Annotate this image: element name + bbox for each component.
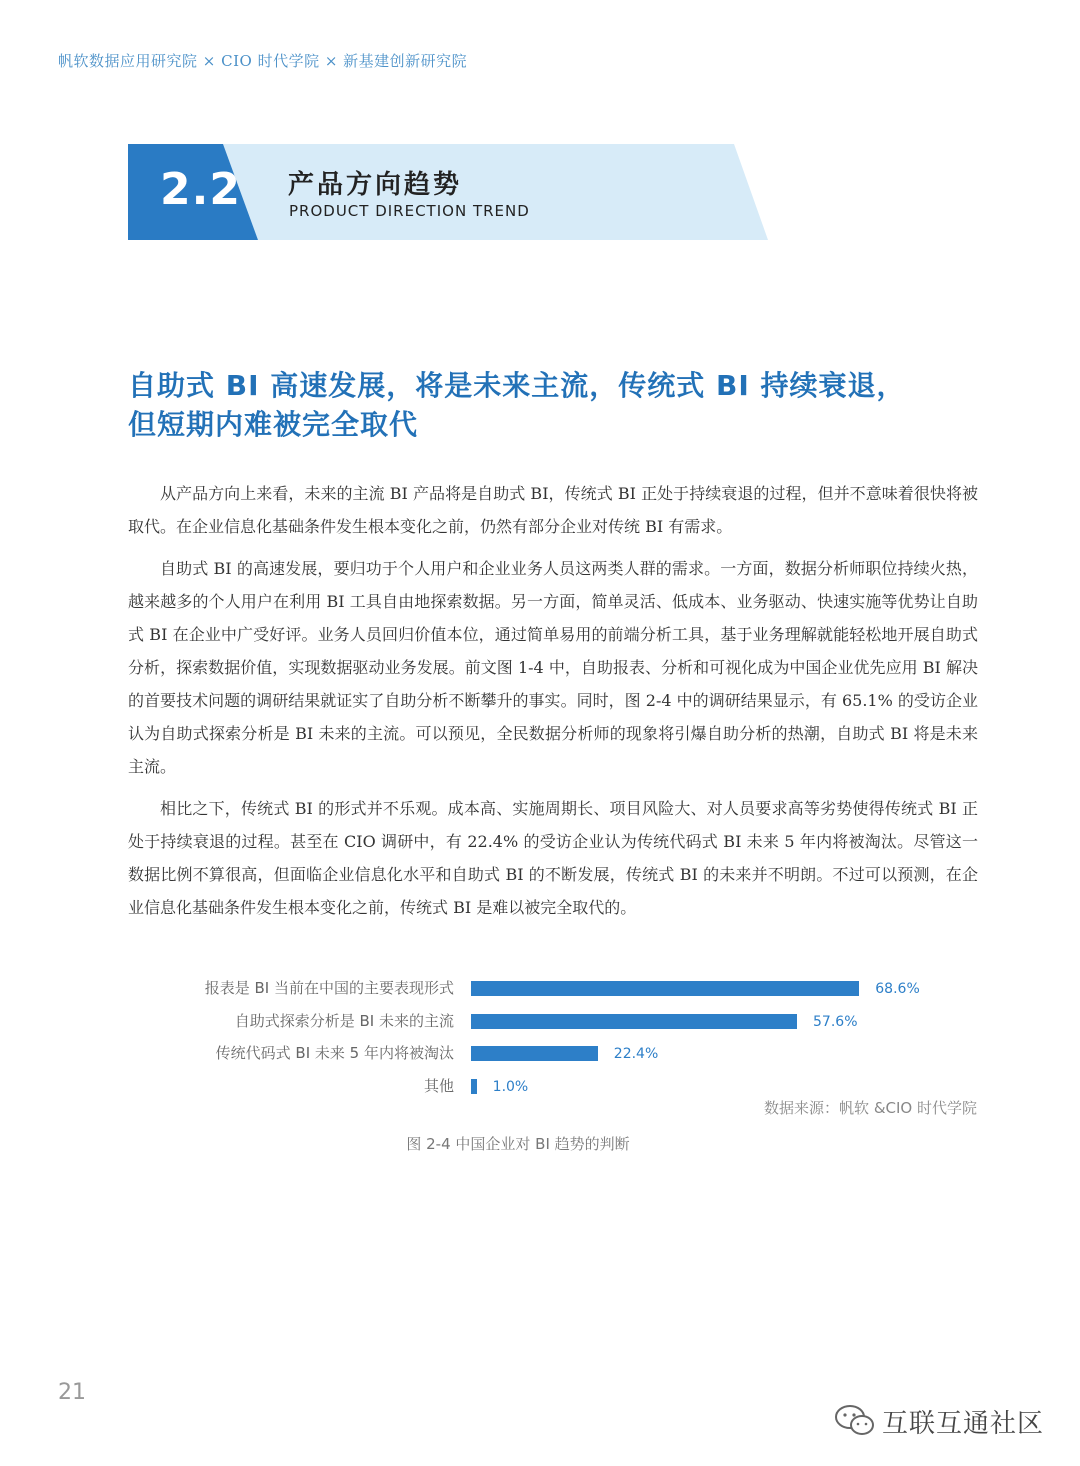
bar-value-label: 68.6% — [875, 981, 920, 997]
bar — [471, 1079, 477, 1094]
running-header: 帆软数据应用研究院 × CIO 时代学院 × 新基建创新研究院 — [58, 52, 468, 70]
chart-row — [128, 1042, 980, 1064]
page-number: 21 — [58, 1380, 86, 1405]
category-label: 报表是 BI 当前在中国的主要表现形式 — [204, 979, 454, 997]
paragraph: 自助式 BI 的高速发展，要归功于个人用户和企业业务人员这两类人群的需求。一方面，数据分析师职位持续火热，越来越多的个人用户在利用 BI 工具自由地探索数据。另一方面，简单灵活、低成本、业务驱动、快速实施等优势让自助式 BI 在企业中广受好评。业务人员回归价值本位，通过简单易用的前端分析工具，基于业务理解就能轻松地开展自助式分析，探索数据价值，实现数据驱动业务发展。前文图 1-4 中，自助报表、分析和可视化成为中国企业优先应用 BI 解决的首要技术问题的调研结果就证实了自助分析不断攀升的事实。同时，图 2-4 中的调研结果显示，有 65.1% 的受访企业认为自助式探索分析是 BI 未来的主流。可以预见，全民数据分析师的现象将引爆自助分析的热潮，自助式 BI 将是未来主流。 — [128, 559, 978, 776]
watermark — [834, 1398, 1044, 1444]
watermark-text: 互联互通社区 — [881, 1408, 1044, 1439]
bar — [471, 981, 859, 996]
bar-value-label: 57.6% — [813, 1013, 858, 1030]
headline — [128, 366, 928, 444]
chart-row — [128, 1010, 980, 1032]
section-title: 产品方向趋势 — [288, 170, 463, 200]
bar-value-label: 1.0% — [492, 1078, 529, 1095]
figure-caption: 图 2-4 中国企业对 BI 趋势的判断 — [406, 1135, 630, 1153]
bar — [471, 1014, 797, 1029]
headline-line-2: 但短期内难被完全取代 — [128, 408, 419, 441]
chart-source: 数据来源：帆软 &CIO 时代学院 — [764, 1099, 977, 1117]
category-label: 自助式探索分析是 BI 未来的主流 — [234, 1011, 454, 1030]
wechat-icon — [834, 1403, 876, 1439]
category-label: 传统代码式 BI 未来 5 年内将被淘汰 — [215, 1044, 454, 1062]
chart-row — [128, 1075, 980, 1097]
section-number: 2.2 — [160, 164, 241, 215]
chart-row — [128, 977, 980, 999]
paragraph: 从产品方向上来看，未来的主流 BI 产品将是自助式 BI，传统式 BI 正处于持续衰退的过程，但并不意味着很快将被取代。在企业信息化基础条件发生根本变化之前，仍然有部分企业对传统 BI 有需求。 — [128, 484, 978, 536]
paragraph: 相比之下，传统式 BI 的形式并不乐观。成本高、实施周期长、项目风险大、对人员要求高等劣势使得传统式 BI 正处于持续衰退的过程。甚至在 CIO 调研中，有 22.4% 的受访企业认为传统代码式 BI 未来 5 年内将被淘汰。尽管这一数据比例不算很高，但面临企业信息化水平和自助式 BI 的不断发展，传统式 BI 的未来并不明朗。不过可以预测，在企业信息化基础条件发生根本变化之前，传统式 BI 是难以被完全取代的。 — [128, 799, 978, 917]
bar — [471, 1046, 598, 1061]
bar-value-label: 22.4% — [613, 1046, 659, 1062]
bar-chart — [128, 966, 980, 1116]
section-banner — [128, 144, 770, 240]
section-subtitle: PRODUCT DIRECTION TREND — [289, 202, 530, 220]
body-text — [128, 477, 978, 933]
headline-line-1: 自助式 BI 高速发展，将是未来主流，传统式 BI 持续衰退， — [128, 369, 906, 402]
category-label: 其他 — [423, 1076, 454, 1095]
